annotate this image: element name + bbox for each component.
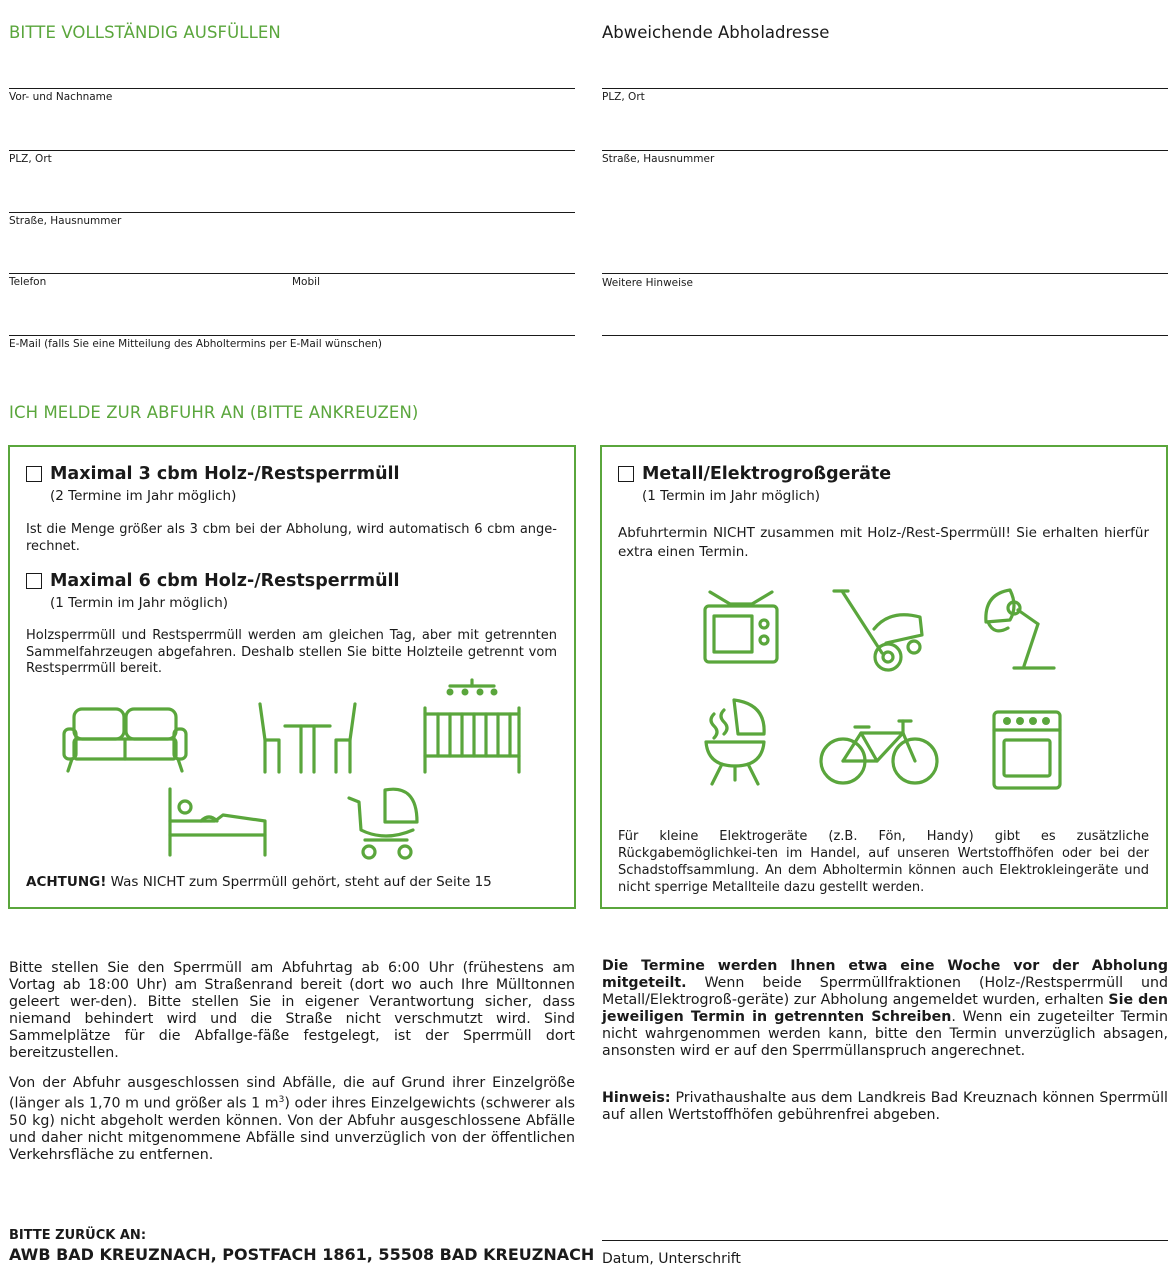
info-left-p2-sup: 3	[278, 1095, 285, 1105]
bed-icon	[165, 785, 270, 859]
warning-body: Was NICHT zum Sperrmüll gehört, steht auf der Seite 15	[106, 874, 492, 890]
lawnmower-icon	[828, 587, 930, 673]
return-address: AWB BAD KREUZNACH, POSTFACH 1861, 55508 BAD KREUZNACH	[9, 1245, 595, 1264]
opt3-text: Abfuhrtermin NICHT zusammen mit Holz-/Rest-Sperrmüll! Sie erhalten hierfür extra einen Termin.	[618, 525, 1149, 560]
register-heading: ICH MELDE ZUR ABFUHR AN (BITTE ANKREUZEN)	[9, 403, 419, 422]
info-left-p2	[9, 1075, 575, 1164]
info-left-p2-b: ) oder ihres Einzelgewichts (schwerer als 50 kg) nicht abgeholt werden können. Von der Abfuhr ausgeschlossene Abfälle und daher nicht mitgenommene Abfälle sind unverzüglich von der öffentlichen Verkehrsfläche zu entfernen.	[9, 1095, 575, 1163]
info-right-p1-a: Wenn beide Sperrmüllfraktionen (Holz-/Restsperrmüll und Metall/Elektrogroß-geräte) zur Abholung angemeldet wurden, erhalten	[602, 975, 1168, 1008]
opt2-text: Holzsperrmüll und Restsperrmüll werden am gleichen Tag, aber mit getrennten Sammelfahrzeugen abgefahren. Deshalb stellen Sie bitte Holzteile getrennt vom Restsperrmüll bereit.	[26, 628, 557, 676]
stroller-icon	[345, 780, 425, 862]
info-right-p1-bold2: Sie den jeweiligen Termin in getrennten Schreiben	[602, 992, 1169, 1025]
tv-icon	[700, 588, 782, 666]
alt-plz-field[interactable]	[602, 88, 1168, 108]
opt1-title: Maximal 3 cbm Holz-/Restsperrmüll	[50, 464, 400, 484]
email-label: E-Mail (falls Sie eine Mitteilung des Abholtermins per E-Mail wünschen)	[9, 338, 382, 350]
notes-label: Weitere Hinweise	[602, 277, 693, 289]
notes-field-line2[interactable]	[602, 335, 1168, 355]
alt-street-label: Straße, Hausnummer	[602, 153, 715, 165]
street-label: Straße, Hausnummer	[9, 215, 122, 227]
sofa-icon	[60, 703, 190, 775]
mobile-field[interactable]	[292, 273, 575, 293]
stove-icon	[990, 708, 1064, 790]
plz-label: PLZ, Ort	[9, 153, 52, 165]
opt3-checkbox[interactable]	[618, 466, 634, 482]
opt3-sub: (1 Termin im Jahr möglich)	[642, 488, 821, 504]
crib-icon	[420, 678, 524, 776]
warning-text	[26, 874, 557, 891]
return-label: BITTE ZURÜCK AN:	[9, 1228, 147, 1243]
grill-icon	[698, 694, 772, 788]
alt-plz-label: PLZ, Ort	[602, 91, 645, 103]
alt-address-heading: Abweichende Abholadresse	[602, 23, 830, 42]
opt3-footer: Für kleine Elektrogeräte (z.B. Fön, Handy) gibt es zusätzliche Rückgabemöglichkei-ten im Handel, auf unseren Wertstoffhöfen oder bei der Schadstoffsammlung. An dem Abholtermin können auch Elektrokleingeräte und nicht sperrige Metallteile dazu gestellt werden.	[618, 829, 1149, 895]
info-right-p2-text: Privathaushalte aus dem Landkreis Bad Kreuznach können Sperrmüll auf allen Wertstoffhöfen gebührenfrei abgeben.	[602, 1090, 1168, 1123]
info-right-p1-bold: Die Termine werden Ihnen etwa eine Woche vor der Abholung mitgeteilt.	[602, 958, 1168, 991]
opt2-title: Maximal 6 cbm Holz-/Restsperrmüll	[50, 571, 400, 591]
opt2-checkbox[interactable]	[26, 573, 42, 589]
info-left-p1: Bitte stellen Sie den Sperrmüll am Abfuhrtag ab 6:00 Uhr (frühestens am Vortag ab 18:00 Uhr) am Straßenrand bereit (dort wo auch Ihre Mülltonnen geleert wer-den). Bitte stellen Sie in eigener Verantwortung sicher, dass niemand behindert wird und die Straße nicht verschmutzt wird. Sind Sammelplätze für die Abfallge-fäße festgelegt, ist der Sperrmüll dort bereitzustellen.	[9, 960, 575, 1061]
phone-field[interactable]	[9, 273, 292, 293]
table-chairs-icon	[255, 700, 360, 776]
info-right-p2-bold: Hinweis:	[602, 1090, 671, 1106]
info-right-p1-b: . Wenn ein zugeteilter Termin nicht wahrgenommen werden kann, bitte den Termin unverzüglich absagen, ansonsten wird er auf den Sperrmüllanspruch angerechnet.	[602, 1009, 1168, 1059]
opt1-checkbox[interactable]	[26, 466, 42, 482]
bicycle-icon	[815, 715, 943, 787]
opt1-sub: (2 Termine im Jahr möglich)	[50, 488, 237, 504]
info-right-p2	[602, 1090, 1168, 1124]
mobile-label: Mobil	[292, 276, 320, 288]
opt3-title: Metall/Elektrogroßgeräte	[642, 464, 892, 484]
opt1-text: Ist die Menge größer als 3 cbm bei der Abholung, wird automatisch 6 cbm ange-rechnet.	[26, 522, 557, 554]
warning-label: ACHTUNG!	[26, 874, 107, 890]
signature-label: Datum, Unterschrift	[602, 1251, 741, 1267]
info-left-p2-a: Von der Abfuhr ausgeschlossen sind Abfälle, die auf Grund ihrer Einzelgröße (länger als 1,70 m und größer als 1 m	[9, 1075, 575, 1112]
name-label: Vor- und Nachname	[9, 91, 113, 103]
desk-lamp-icon	[980, 584, 1062, 674]
phone-label: Telefon	[9, 276, 47, 288]
opt2-sub: (1 Termin im Jahr möglich)	[50, 595, 229, 611]
plz-field[interactable]	[9, 150, 575, 170]
form-heading: BITTE VOLLSTÄNDIG AUSFÜLLEN	[9, 23, 281, 42]
info-right-p1	[602, 958, 1168, 1060]
